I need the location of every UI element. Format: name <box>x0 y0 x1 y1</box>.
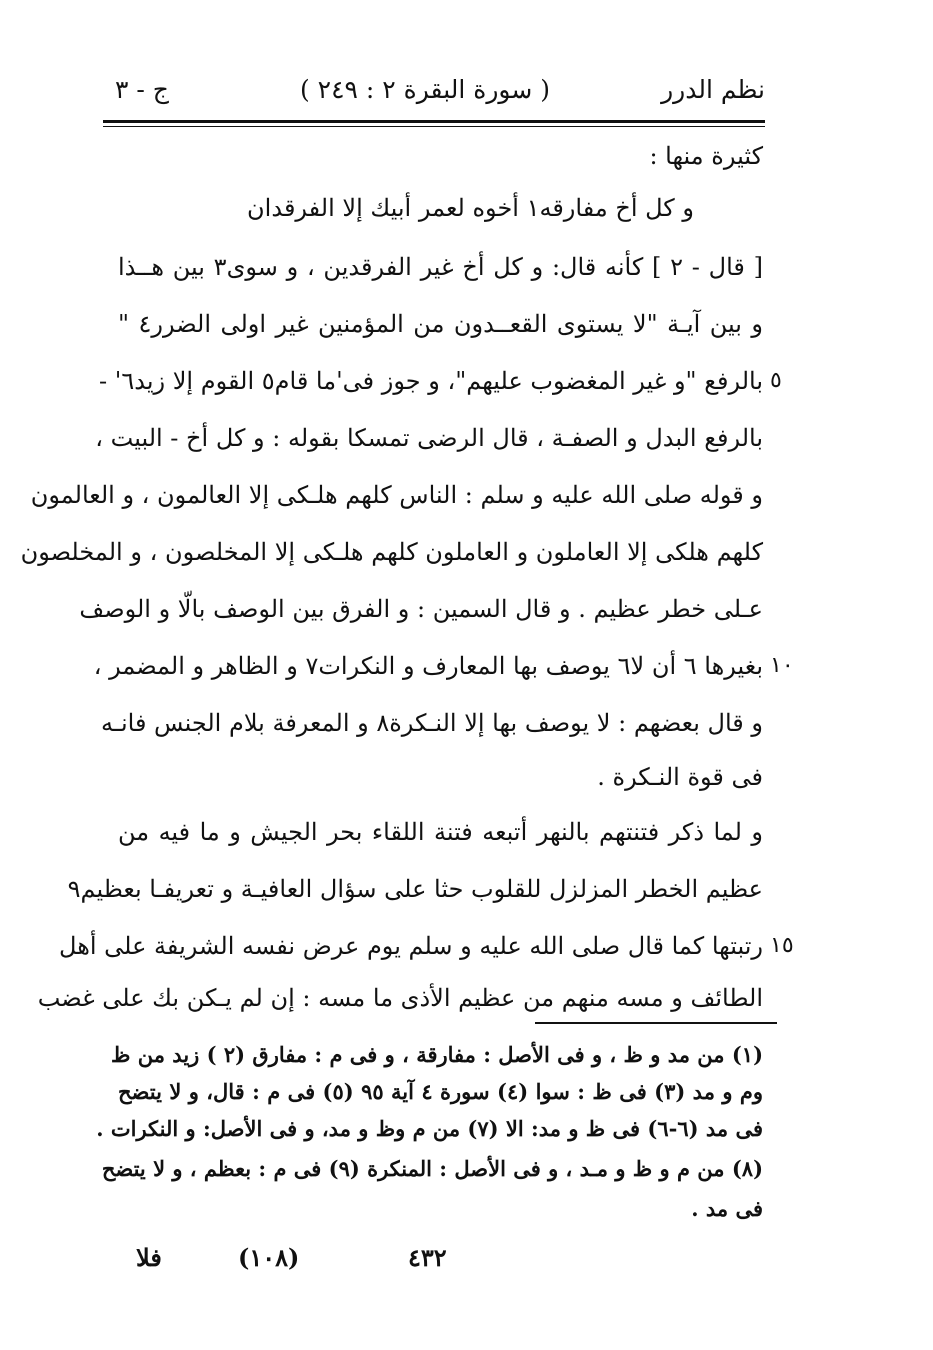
text-line-14: عظيم الخطر المزلزل للقلوب حثا على سؤال العافيـة و تعريفـا بعظيم٩ <box>67 875 763 903</box>
line-number-5: ٥ <box>770 368 782 393</box>
text-line-3: [ قال - ٢ ] كأنه قال: و كل أخ غير الفرقدين ، و سوى٣ بين هــذا <box>118 253 763 281</box>
text-line-16: الطائف و مسه منهم من عظيم الأذى ما مسه : إن لم يـكن بك على غضب <box>37 984 763 1012</box>
running-header <box>105 70 765 110</box>
text-line-1: كثيرة منها : <box>649 142 763 170</box>
text-line-10: بغيرها ٦ أن لا٦ يوصف بها المعارف و النكرات٧ و الظاهر و المضمر ، <box>93 652 763 680</box>
footnote-line-1: (١) من مد و ظ ، و فى الأصل : مفارقة ، و فى م : مفارق (٢ ) زيد من ظ <box>111 1042 763 1067</box>
text-line-7: و قوله صلى الله عليه و سلم : الناس كلهم هلـكى إلا العالمون ، و العالمون <box>30 481 763 509</box>
catchword: فلا <box>136 1243 162 1272</box>
sheet-mark: (١٠٨) <box>238 1243 300 1272</box>
line-number-10: ١٠ <box>770 653 794 678</box>
footnote-line-2: وم و مد (٣) فى ظ : سوا (٤) سورة ٤ آية ٩٥ (٥) فى م : قال، و لا يتضح <box>118 1079 763 1104</box>
page-number: ٤٣٢ <box>408 1243 447 1272</box>
text-line-4: و بين آيـة "لا يستوى القعــدون من المؤمنين غير اولى الضرر٤ " <box>118 310 763 338</box>
header-rule-thin <box>103 126 765 127</box>
footnote-line-3: فى مد (٦-٦) فى ظ و مد: الا (٧) من م وظ و مد، و فى الأصل: و النكرات . <box>96 1116 763 1141</box>
text-line-8: كلهم هلكى إلا العاملون و العاملون كلهم هلـكى إلا المخلصون ، و المخلصون <box>20 538 763 566</box>
footnote-separator <box>535 1022 777 1024</box>
text-line-15: رتبتها كما قال صلى الله عليه و سلم يوم عرض نفسه الشريفة على أهل <box>59 932 763 960</box>
surah-reference: ( سورة البقرة ٢ : ٢٤٩ ) <box>299 75 550 104</box>
footnote-line-5: فى مد . <box>691 1196 763 1221</box>
poetry-verse: و كل أخ مفارقه١ أخوه لعمر أبيك إلا الفرقدان <box>247 194 694 222</box>
text-line-5: بالرفع "و غير المغضوب عليهم"، و جوز فى'ما قام٥ القوم إلا زيد٦' - <box>99 367 763 395</box>
line-number-15: ١٥ <box>770 933 794 958</box>
text-line-11: و قال بعضهم : لا يوصف بها إلا النـكرة٨ و المعرفة بلام الجنس فانـه <box>101 709 763 737</box>
text-line-9: عـلى خطر عظيم . و قال السمين : و الفرق بين الوصف بالّا و الوصف <box>79 595 763 623</box>
book-title: نظم الدرر <box>661 75 765 104</box>
volume-label: ج - ٣ <box>115 75 169 104</box>
text-line-13: و لما ذكر فتنتهم بالنهر أتبعه فتنة اللقاء بحر الجيش و ما فيه من <box>118 818 763 846</box>
text-line-6: بالرفع البدل و الصفـة ، قال الرضى تمسكا بقوله : و كل أخ - البيت ، <box>95 424 763 452</box>
text-line-12: فى قوة النـكرة . <box>597 763 763 791</box>
footnote-line-4: (٨) من م و ظ و مـد ، و فى الأصل : المنكرة (٩) فى م : بعظم ، و لا يتضح <box>101 1156 763 1181</box>
header-rule-thick <box>103 120 765 123</box>
